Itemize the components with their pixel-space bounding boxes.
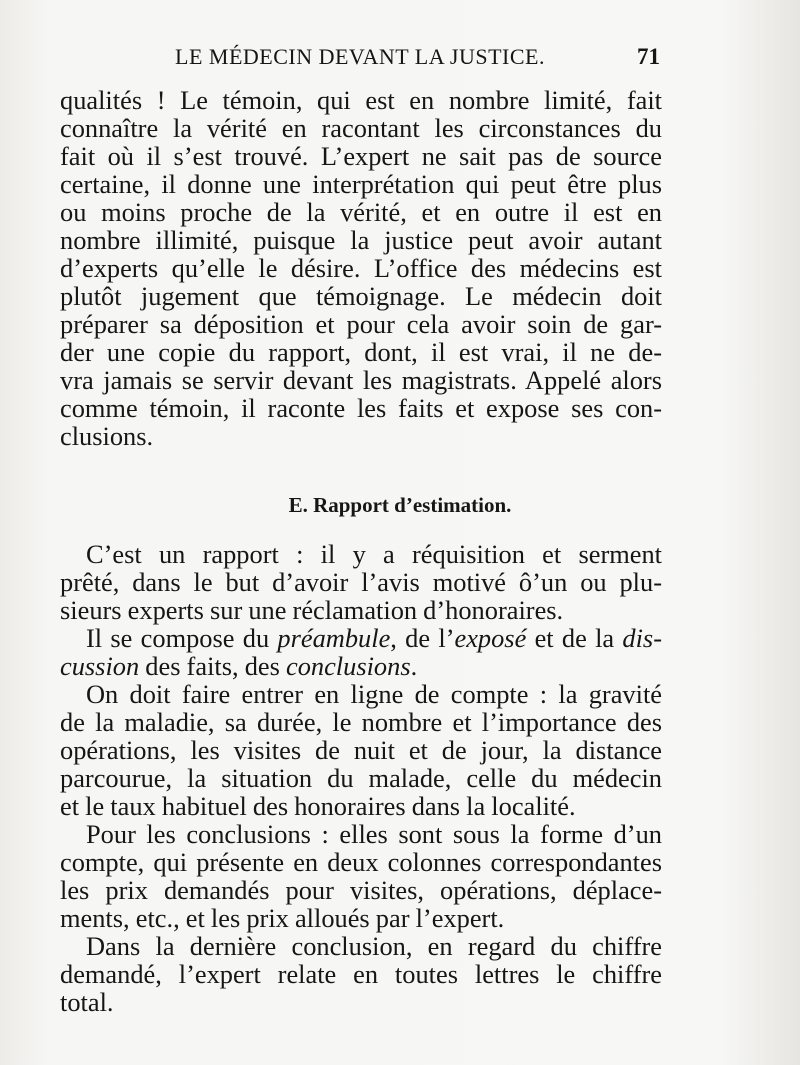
text-line: fait où il s’est trouvé. L’expert ne sait pas de source xyxy=(60,141,662,171)
text-run: et de la xyxy=(526,623,623,653)
text-line: d’experts qu’elle le désire. L’office des médecins est xyxy=(60,253,662,283)
section-heading: E. Rapport d’estimation. xyxy=(288,493,512,517)
text-line: demandé, l’expert relate en toutes lettres le chiffre xyxy=(60,959,662,989)
text-run: des faits, des xyxy=(139,651,286,681)
page-number: 71 xyxy=(637,44,660,69)
text-line: ou moins proche de la vérité, et en outre il est en xyxy=(60,197,662,227)
page-header xyxy=(150,40,690,74)
text-line: On doit faire entrer en ligne de compte : la gravité xyxy=(86,679,662,709)
text-line: et le taux habituel des honoraires dans la localité. xyxy=(60,791,576,821)
italic-term: conclusions xyxy=(285,651,411,681)
text-line: Pour les conclusions : elles sont sous la forme d’un xyxy=(86,819,662,849)
text-line: parcourue, la situation du malade, celle du médecin xyxy=(60,763,662,793)
text-line: C’est un rapport : il y a réquisition et serment xyxy=(86,539,662,569)
paragraph-2 xyxy=(60,540,662,624)
text-line: certaine, il donne une interprétation qui peut être plus xyxy=(60,169,662,199)
text-run: Il se compose du xyxy=(86,623,278,653)
text-line: vra jamais se servir devant les magistrats. Appelé alors xyxy=(60,365,662,395)
paragraph-4 xyxy=(60,680,662,820)
italic-term: dis- xyxy=(622,623,662,653)
text-line: opérations, les visites de nuit et de jour, la distance xyxy=(60,735,662,765)
paragraph-6 xyxy=(60,932,662,1016)
text-line: Dans la dernière conclusion, en regard du chiffre xyxy=(86,931,662,961)
text-line: préparer sa déposition et pour cela avoir soin de gar- xyxy=(60,309,662,339)
text-line: total. xyxy=(60,987,114,1017)
text-line: der une copie du rapport, dont, il est vrai, il ne de- xyxy=(60,337,662,367)
running-title: LE MÉDECIN DEVANT LA JUSTICE. xyxy=(175,44,545,69)
text-line: comme témoin, il raconte les faits et expose ses con- xyxy=(60,393,662,423)
text-line xyxy=(60,652,662,680)
text-line: de la maladie, sa durée, le nombre et l’importance des xyxy=(60,707,662,737)
paragraph-5 xyxy=(60,820,662,932)
text-line: ments, etc., et les prix alloués par l’expert. xyxy=(60,903,505,933)
text-line: prêté, dans le but d’avoir l’avis motivé ô’un ou plu- xyxy=(60,567,662,597)
text-line: clusions. xyxy=(60,421,154,451)
text-line: plutôt jugement que témoignage. Le médecin doit xyxy=(60,281,662,311)
text-line xyxy=(60,624,662,652)
italic-term: cussion xyxy=(60,651,140,681)
text-run: , de l’ xyxy=(390,623,455,653)
paragraph-3 xyxy=(60,624,662,680)
text-line: les prix demandés pour visites, opérations, déplace- xyxy=(60,875,662,905)
italic-term: préambule xyxy=(277,623,391,653)
text-line: sieurs experts sur une réclamation d’honoraires. xyxy=(60,595,564,625)
text-line: qualités ! Le témoin, qui est en nombre limité, fait xyxy=(60,85,662,115)
text-run: . xyxy=(410,651,418,681)
paragraph-1 xyxy=(60,86,662,450)
text-line: connaître la vérité en racontant les circonstances du xyxy=(60,113,662,143)
text-line: nombre illimité, puisque la justice peut avoir autant xyxy=(60,225,662,255)
italic-term: exposé xyxy=(454,623,527,653)
text-line: compte, qui présente en deux colonnes correspondantes xyxy=(60,847,662,877)
